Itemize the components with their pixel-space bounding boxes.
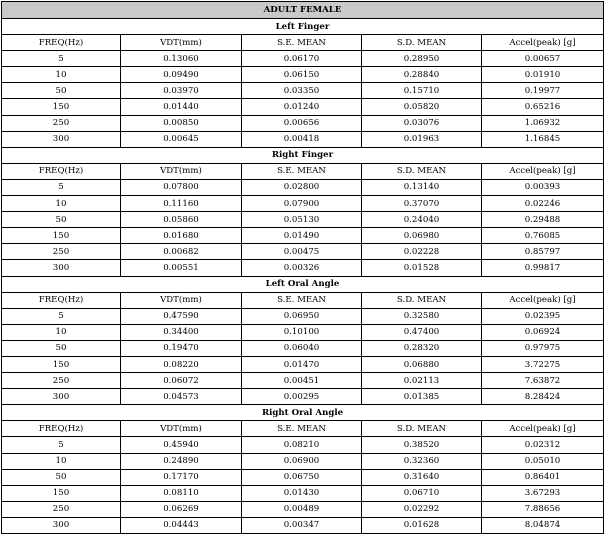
table-cell: 0.04573 bbox=[121, 389, 242, 405]
table-row bbox=[2, 501, 604, 517]
table-cell: 1.06932 bbox=[482, 115, 604, 131]
table-cell: 0.47590 bbox=[121, 308, 242, 324]
column-header: Accel(peak) [g] bbox=[482, 421, 604, 437]
table-row bbox=[2, 67, 604, 83]
table-cell: 0.86401 bbox=[482, 469, 604, 485]
column-header: S.D. MEAN bbox=[362, 292, 482, 308]
table-row bbox=[2, 469, 604, 485]
table-cell: 0.19470 bbox=[121, 340, 242, 356]
table-cell: 0.11160 bbox=[121, 196, 242, 212]
table-row bbox=[2, 131, 604, 147]
table-cell: 0.00393 bbox=[482, 179, 604, 195]
table-row bbox=[2, 228, 604, 244]
table-cell: 0.00418 bbox=[242, 131, 362, 147]
table-row bbox=[2, 517, 604, 533]
table-cell: 0.00682 bbox=[121, 244, 242, 260]
table-cell: 0.00295 bbox=[242, 389, 362, 405]
table-cell: 0.32360 bbox=[362, 453, 482, 469]
table-cell: 0.15710 bbox=[362, 83, 482, 99]
table-cell: 0.01963 bbox=[362, 131, 482, 147]
table-cell: 0.02292 bbox=[362, 501, 482, 517]
column-header: FREQ(Hz) bbox=[2, 421, 121, 437]
table-cell: 0.06950 bbox=[242, 308, 362, 324]
table-cell: 5 bbox=[2, 308, 121, 324]
table-row bbox=[2, 373, 604, 389]
table-cell: 0.32580 bbox=[362, 308, 482, 324]
table-cell: 0.28840 bbox=[362, 67, 482, 83]
table-cell: 0.00326 bbox=[242, 260, 362, 276]
table-cell: 250 bbox=[2, 373, 121, 389]
table-cell: 0.08110 bbox=[121, 485, 242, 501]
table-cell: 10 bbox=[2, 67, 121, 83]
table-cell: 0.10100 bbox=[242, 324, 362, 340]
table-cell: 0.06900 bbox=[242, 453, 362, 469]
table-cell: 0.85797 bbox=[482, 244, 604, 260]
table-cell: 10 bbox=[2, 196, 121, 212]
table-cell: 0.00645 bbox=[121, 131, 242, 147]
table-cell: 150 bbox=[2, 99, 121, 115]
table-cell: 0.28950 bbox=[362, 51, 482, 67]
table-cell: 0.28320 bbox=[362, 340, 482, 356]
table-row bbox=[2, 389, 604, 405]
table-cell: 0.02312 bbox=[482, 437, 604, 453]
table-cell: 0.01680 bbox=[121, 228, 242, 244]
table-cell: 7.88656 bbox=[482, 501, 604, 517]
table-cell: 0.01430 bbox=[242, 485, 362, 501]
table-cell: 0.45940 bbox=[121, 437, 242, 453]
table-row bbox=[2, 260, 604, 276]
column-header: FREQ(Hz) bbox=[2, 292, 121, 308]
table-cell: 50 bbox=[2, 83, 121, 99]
table-cell: 0.02800 bbox=[242, 179, 362, 195]
table-cell: 0.06072 bbox=[121, 373, 242, 389]
column-header: FREQ(Hz) bbox=[2, 35, 121, 51]
table-cell: 0.47400 bbox=[362, 324, 482, 340]
column-header: FREQ(Hz) bbox=[2, 163, 121, 179]
table-cell: 0.02395 bbox=[482, 308, 604, 324]
column-header: VDT(mm) bbox=[121, 292, 242, 308]
table-cell: 0.06750 bbox=[242, 469, 362, 485]
table-cell: 0.24040 bbox=[362, 212, 482, 228]
table-row bbox=[2, 356, 604, 372]
table-cell: 0.19977 bbox=[482, 83, 604, 99]
table-cell: 0.01240 bbox=[242, 99, 362, 115]
table-row bbox=[2, 99, 604, 115]
table-cell: 0.00656 bbox=[242, 115, 362, 131]
table-cell: 0.06980 bbox=[362, 228, 482, 244]
table-cell: 250 bbox=[2, 115, 121, 131]
column-header: S.D. MEAN bbox=[362, 163, 482, 179]
table-cell: 0.05130 bbox=[242, 212, 362, 228]
table-cell: 300 bbox=[2, 131, 121, 147]
table-cell: 0.06924 bbox=[482, 324, 604, 340]
table-cell: 0.05010 bbox=[482, 453, 604, 469]
table-cell: 8.04874 bbox=[482, 517, 604, 533]
section-row bbox=[2, 405, 604, 421]
table-cell: 0.37070 bbox=[362, 196, 482, 212]
table-cell: 0.00347 bbox=[242, 517, 362, 533]
table-cell: 0.03350 bbox=[242, 83, 362, 99]
table-cell: 0.04443 bbox=[121, 517, 242, 533]
table-cell: 0.65216 bbox=[482, 99, 604, 115]
table-cell: 0.13140 bbox=[362, 179, 482, 195]
table-cell: 8.28424 bbox=[482, 389, 604, 405]
table-cell: 0.76085 bbox=[482, 228, 604, 244]
table-cell: 0.01385 bbox=[362, 389, 482, 405]
table-row bbox=[2, 324, 604, 340]
table-cell: 0.03970 bbox=[121, 83, 242, 99]
column-header: VDT(mm) bbox=[121, 163, 242, 179]
table-cell: 0.02113 bbox=[362, 373, 482, 389]
table-cell: 0.02246 bbox=[482, 196, 604, 212]
table-cell: 150 bbox=[2, 228, 121, 244]
column-header: S.D. MEAN bbox=[362, 35, 482, 51]
table-row bbox=[2, 437, 604, 453]
table-cell: 0.01470 bbox=[242, 356, 362, 372]
section-row bbox=[2, 19, 604, 35]
column-header: S.E. MEAN bbox=[242, 163, 362, 179]
table-cell: 10 bbox=[2, 324, 121, 340]
table-row bbox=[2, 453, 604, 469]
table-row bbox=[2, 179, 604, 195]
table-cell: 0.24890 bbox=[121, 453, 242, 469]
table-cell: 0.38520 bbox=[362, 437, 482, 453]
table-cell: 50 bbox=[2, 469, 121, 485]
table-cell: 0.01440 bbox=[121, 99, 242, 115]
table-cell: 5 bbox=[2, 437, 121, 453]
table-cell: 0.01910 bbox=[482, 67, 604, 83]
table-cell: 0.99817 bbox=[482, 260, 604, 276]
column-header-row bbox=[2, 421, 604, 437]
table-cell: 0.00489 bbox=[242, 501, 362, 517]
column-header: Accel(peak) [g] bbox=[482, 292, 604, 308]
table-cell: 0.00451 bbox=[242, 373, 362, 389]
table-cell: 50 bbox=[2, 340, 121, 356]
column-header: Accel(peak) [g] bbox=[482, 163, 604, 179]
column-header: VDT(mm) bbox=[121, 35, 242, 51]
table-cell: 1.16845 bbox=[482, 131, 604, 147]
column-header: S.E. MEAN bbox=[242, 421, 362, 437]
table-body bbox=[2, 2, 604, 534]
table-cell: 0.97975 bbox=[482, 340, 604, 356]
table-cell: 0.01490 bbox=[242, 228, 362, 244]
table-cell: 0.00475 bbox=[242, 244, 362, 260]
table-cell: 0.01628 bbox=[362, 517, 482, 533]
table-cell: 0.17170 bbox=[121, 469, 242, 485]
table-row bbox=[2, 83, 604, 99]
table-cell: 10 bbox=[2, 453, 121, 469]
table-cell: 0.29488 bbox=[482, 212, 604, 228]
section-title: Right Finger bbox=[2, 147, 604, 163]
table-row bbox=[2, 485, 604, 501]
section-title: Left Oral Angle bbox=[2, 276, 604, 292]
table-cell: 0.06880 bbox=[362, 356, 482, 372]
column-header-row bbox=[2, 292, 604, 308]
table-cell: 300 bbox=[2, 260, 121, 276]
table-cell: 300 bbox=[2, 389, 121, 405]
table-cell: 0.06150 bbox=[242, 67, 362, 83]
section-row bbox=[2, 147, 604, 163]
table-cell: 0.06170 bbox=[242, 51, 362, 67]
table-row bbox=[2, 115, 604, 131]
table-cell: 5 bbox=[2, 51, 121, 67]
table-cell: 0.05860 bbox=[121, 212, 242, 228]
table-cell: 0.00657 bbox=[482, 51, 604, 67]
table-cell: 7.63872 bbox=[482, 373, 604, 389]
table-row bbox=[2, 196, 604, 212]
table-cell: 0.09490 bbox=[121, 67, 242, 83]
table-row bbox=[2, 212, 604, 228]
table-row bbox=[2, 244, 604, 260]
table-cell: 0.00850 bbox=[121, 115, 242, 131]
table-cell: 0.34400 bbox=[121, 324, 242, 340]
column-header: S.D. MEAN bbox=[362, 421, 482, 437]
table-cell: 0.13060 bbox=[121, 51, 242, 67]
table-cell: 150 bbox=[2, 485, 121, 501]
table-cell: 0.00551 bbox=[121, 260, 242, 276]
section-row bbox=[2, 276, 604, 292]
table-cell: 0.07900 bbox=[242, 196, 362, 212]
table-cell: 0.07800 bbox=[121, 179, 242, 195]
table-cell: 0.01528 bbox=[362, 260, 482, 276]
table-cell: 0.05820 bbox=[362, 99, 482, 115]
table-cell: 0.08220 bbox=[121, 356, 242, 372]
table-cell: 0.06710 bbox=[362, 485, 482, 501]
column-header: S.E. MEAN bbox=[242, 35, 362, 51]
table-cell: 0.06040 bbox=[242, 340, 362, 356]
table-cell: 250 bbox=[2, 244, 121, 260]
table-row bbox=[2, 340, 604, 356]
table-row bbox=[2, 308, 604, 324]
section-title: Right Oral Angle bbox=[2, 405, 604, 421]
column-header: Accel(peak) [g] bbox=[482, 35, 604, 51]
data-table bbox=[1, 1, 604, 534]
column-header: VDT(mm) bbox=[121, 421, 242, 437]
table-cell: 250 bbox=[2, 501, 121, 517]
table-cell: 50 bbox=[2, 212, 121, 228]
table-cell: 5 bbox=[2, 179, 121, 195]
table-cell: 0.31640 bbox=[362, 469, 482, 485]
table-cell: 3.67293 bbox=[482, 485, 604, 501]
table-cell: 3.72275 bbox=[482, 356, 604, 372]
table-cell: 0.08210 bbox=[242, 437, 362, 453]
table-title: ADULT FEMALE bbox=[2, 2, 604, 19]
table-cell: 0.02228 bbox=[362, 244, 482, 260]
column-header-row bbox=[2, 163, 604, 179]
title-row bbox=[2, 2, 604, 19]
table-cell: 300 bbox=[2, 517, 121, 533]
table-cell: 0.03076 bbox=[362, 115, 482, 131]
table-cell: 0.06269 bbox=[121, 501, 242, 517]
column-header: S.E. MEAN bbox=[242, 292, 362, 308]
table-row bbox=[2, 51, 604, 67]
column-header-row bbox=[2, 35, 604, 51]
table-cell: 150 bbox=[2, 356, 121, 372]
section-title: Left Finger bbox=[2, 19, 604, 35]
